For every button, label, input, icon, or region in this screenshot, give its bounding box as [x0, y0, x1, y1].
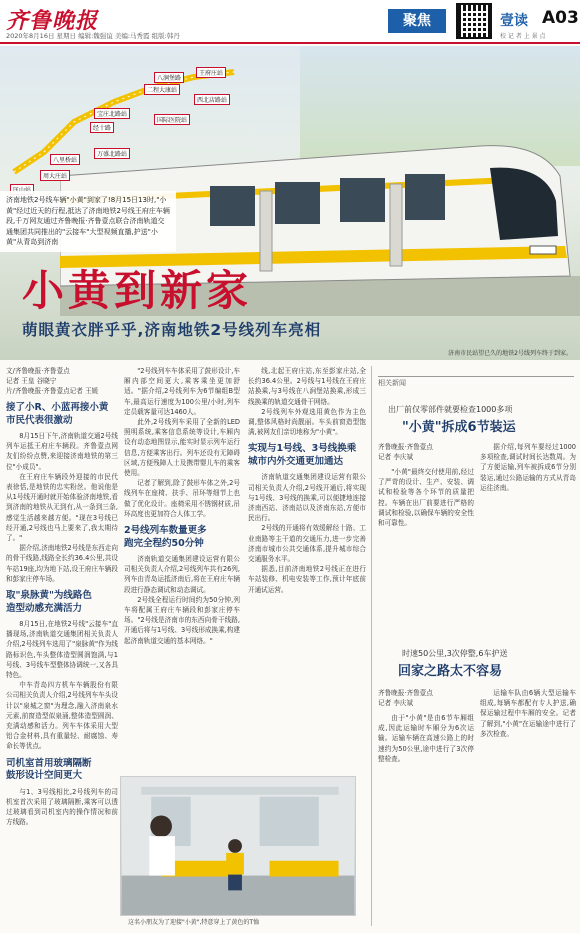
map-station-label: 周大庄站	[40, 170, 70, 181]
sidebar-headline: "小黄"拆成6节装运	[402, 420, 516, 435]
paragraph: "2号线列车车体采用了鼓形设计,车厢内部空间更大,乘客乘坐更加舒适。"据介绍,2号线列车为6节编组B型车,最高运行速度为100公里/小时,列车定员载客量可达1460人。	[124, 367, 240, 416]
subheadline: 萌眼黄衣胖乎乎,济南地铁2号线列车亮相	[22, 321, 322, 339]
article-column-1	[6, 366, 118, 926]
map-station-label: 二程大康站	[144, 84, 180, 95]
paragraph: 与1、3号线相比,2号线列车的司机室首次采用了玻璃隔断,乘客可以透过玻璃看到司机室内的操作情况和前方线路。	[6, 787, 118, 827]
map-station-label: 八里桥站	[50, 154, 80, 165]
dateline: 2020年8月16日 星期日 编辑:魏强谊 美编:马秀霞 组版:韩丹	[6, 32, 180, 40]
qr-code-icon	[456, 3, 492, 39]
paragraph: 据介绍,每列车要经过1000多项检查,调试时间长达数周。为了方便运输,列车被拆成6节分别装运,通过公路运输的方式从青岛运往济南。	[480, 443, 576, 492]
hero-photo	[0, 46, 580, 360]
subheading: 司机室首用玻璃隔断 鼓形设计空间更大	[6, 757, 92, 782]
paragraph: 由于"小黄"是由6节车厢组成,因此运输时车厢分为6次运输。运输车辆在高速公路上的时速约为50公里,途中进行了3次停整检查。	[378, 714, 474, 763]
newspaper-logo: 齐鲁晚报	[6, 8, 99, 34]
sidebar-headline: 回家之路太不容易	[398, 664, 503, 679]
paragraph: 济南轨道交通集团建设运营有限公司相关负责人介绍,2号线开通后,将实现与1号线、3号线的换乘,可以便捷地连接济南西站、济南站以及济南东站,方便市民出行。	[248, 473, 366, 523]
photo-caption: 这名小朋友为了迎接"小黄",特意穿上了黄色的T恤	[128, 919, 260, 926]
paragraph: 在王府庄车辆段外迎接的市民代表徐恬,是地铁的忠实粉丝。他说他是从1号线开通时就开始体验济南地铁,看到济南的地铁从无到有,从一条到三条,感觉生活越来越方便。"现在3号线已经开通,2号线也马上要来了,我太期待了。"	[6, 472, 118, 543]
byline: 文/齐鲁晚报·齐鲁壹点 记者 王皇 谷晓宁 片/齐鲁晚报·齐鲁壹点记者 王媛	[6, 367, 99, 395]
paragraph: 8月15日下午,济南轨道交通2号线列车运抵王府庄车辆段。齐鲁壹点网友们纷纷点赞,来迎接济南地铁的第三位"小成员"。	[6, 432, 118, 471]
related-news-label: 相关新闻	[378, 376, 574, 388]
subheading: 实现与1号线、3号线换乘 城市内外交通更加通达	[248, 443, 357, 467]
paragraph: 2号线的开通将有效缓解经十路、工业南路等主干道的交通压力,进一步完善济南市城市公共交通体系,提升城市综合交通服务水平。	[248, 524, 366, 564]
paragraph: 2号线列车外观选用黄色作为主色调,整体风格时尚靓丽。车头前窗造型饱满,被网友们亲切地称为"小黄"。	[248, 407, 366, 437]
hero-caption: 济南地铁2号线车辆"小黄"到家了!8月15日13时,"小黄"经过近天的行程,抵达了济南地铁2号线王府庄车辆段,千万网友通过齐鲁晚报·齐鲁壹点联合济南轨道交通集团共同推出的"云接车"大型视频直播,护送"小黄"从青岛到济南	[0, 191, 176, 252]
byline: 齐鲁晚报·齐鲁壹点 记者 李庆斌	[378, 443, 433, 461]
section-label: 壹读	[500, 13, 528, 29]
sidebar1-column-a	[378, 442, 474, 642]
masthead	[0, 0, 580, 44]
paragraph: 据介绍,济南地铁2号线是东西走向的骨干线路,线路全长约36.4公里,共设车站19座,均为地下站,设王府庄车辆段和彭家庄停车场。	[6, 544, 118, 583]
paragraph: 此外,2号线列车采用了全新的LED照明系统,乘客信息系统等设计,车厢内设有动态地图显示,能实时显示列车运行信息,方便乘客出行。列车还设有无障碍区域,方便残障人士及携带婴儿车的乘客使用。	[124, 418, 240, 478]
child-on-train-photo	[120, 776, 356, 916]
article-column-3	[248, 366, 366, 771]
editor-credits: 校 记 者 上 景 点	[500, 33, 546, 40]
headline: 小黄到新家	[22, 266, 253, 315]
page-number: A03	[542, 8, 579, 28]
map-station-label: 万盛北路站	[94, 148, 130, 159]
map-station-label: 西北店路站	[194, 94, 230, 105]
paragraph: 运输车队由6辆大型运输车组成,每辆车都配有专人护送,确保运输过程中车厢的安全。记者了解到,"小黄"在运输途中进行了多次检查。	[480, 689, 576, 738]
map-station-label: 八涧堡路	[154, 72, 184, 83]
paragraph: 中车青岛四方机车车辆股份有限公司相关负责人介绍,2号线列车车头设计以"泉城之窗"为理念,融入济南泉水元素,前窗造型似泉涌,整体造型圆润、充满动感和活力。列车车体采用大型铝合金材料,具有重量轻、耐腐蚀、寿命长等优点。	[6, 681, 118, 751]
sidebar2-column-b	[480, 688, 576, 926]
paragraph: 据悉,目前济南地铁2号线正在进行车站装修、机电安装等工作,预计年底前开通试运营。	[248, 565, 366, 594]
subheading: 取"泉脉黄"为线路色 造型动感充满活力	[6, 590, 92, 614]
map-station-label: 国际医院站	[154, 114, 190, 125]
byline: 齐鲁晚报·齐鲁壹点 记者 李庆斌	[378, 689, 433, 707]
map-station-label: 王府庄站	[196, 67, 226, 78]
paragraph: 济南轨道交通集团建设运营有限公司相关负责人介绍,2号线列车共有26列,列车由青岛运抵济南后,将在王府庄车辆段进行静态调试和动态调试。	[124, 555, 240, 594]
subheading: 接了小R、小蓝再接小黄 市民代表很激动	[6, 402, 109, 426]
sidebar1-column-b	[480, 442, 576, 642]
train-interior-illustration	[121, 777, 355, 915]
article-column-2	[124, 366, 240, 771]
column-divider	[371, 366, 372, 926]
sidebar-kicker: 时速50公里,3次停整,6车护送	[402, 649, 508, 658]
paragraph: "小黄"最终交付使用前,经过了严苛的设计、生产、安装、调试和检验等各个环节的质量把控。车辆在出厂前要进行严格的调试和检验,以确保车辆的安全性和可靠性。	[378, 468, 474, 528]
paragraph: 8月15日,在地铁2号线"云接车"直播现场,济南轨道交通集团相关负责人介绍,2号线列车选用了"泉脉黄"作为线路标识色,车头整体造型圆润饱满,与1号线、3号线车型整体协调统一,又各具特色。	[6, 620, 118, 680]
paragraph: 记者了解到,除了鼓形车体之外,2号线列车在座椅、扶手、吊环等细节上也做了优化设计。座椅采用不锈钢材质,吊环高度也更加符合人体工学。	[124, 479, 240, 518]
sidebar-kicker: 出厂前仅零部件就要检查1000多项	[388, 405, 513, 414]
section-tab-focus[interactable]: 聚焦	[388, 9, 446, 33]
paragraph: 线,北起王府庄站,东至彭家庄站,全长约36.4公里。2号线与1号线在王府庄站换乘,与3号线在八涧堡站换乘,形成三线换乘的轨道交通骨干网络。	[248, 367, 366, 406]
sidebar2-column-a	[378, 688, 474, 926]
map-station-label: 经十路	[90, 122, 114, 133]
subheading: 2号线列车数量更多 跑完全程约50分钟	[124, 525, 207, 549]
photo-caption: 济南市民站望已久的地铁2号线列车终于到家。	[448, 350, 572, 357]
paragraph: 2号线全程运行时间约为50分钟,列车将配属王府庄车辆段和彭家庄停车场。"2号线是济南市的东西向骨干线路,开通后将与1号线、3号线形成换乘,构建起济南轨道交通的基本网络。"	[124, 595, 240, 645]
map-station-label: 宝庄北路站	[94, 108, 130, 119]
